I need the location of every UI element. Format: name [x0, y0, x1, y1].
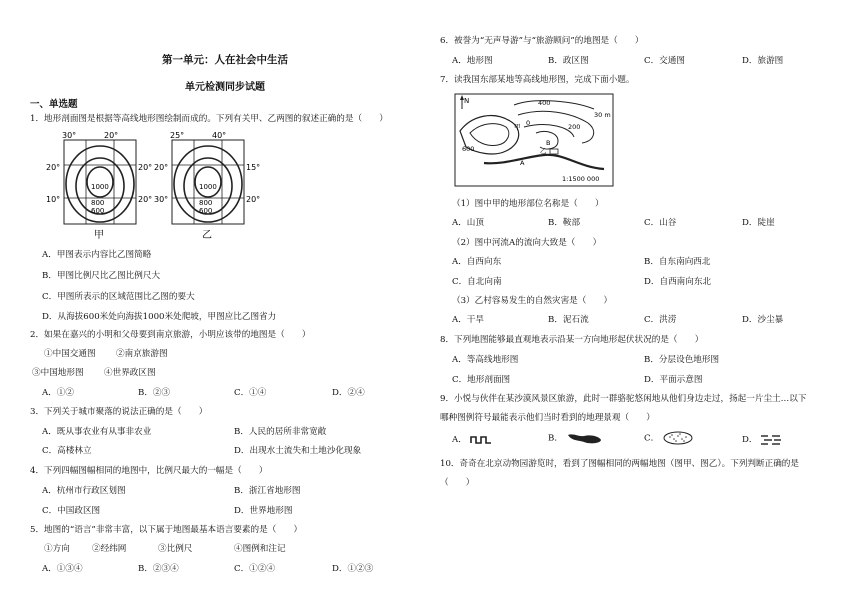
q4-option-b[interactable]: B．浙江省地形图	[234, 486, 301, 496]
q7-sub1-option-b[interactable]: B．鞍部	[548, 218, 581, 228]
yi-lat-top: 25°	[170, 131, 185, 140]
q7-sub3-stem: （3）乙村容易发生的自然灾害是（ ）	[452, 296, 613, 306]
jia-lat-top2: 20°	[104, 131, 119, 140]
q3-option-d[interactable]: D．出现水土流失和土地沙化现象	[234, 446, 362, 456]
jia-label: 甲	[94, 230, 104, 241]
question-6-stem: 6．被誉为“无声导游”与“旅游顾问”的地图是（ ）	[440, 36, 644, 46]
point-jia: 甲	[514, 123, 521, 131]
q1-option-b[interactable]: B．甲图比例尺比乙图比例尺大	[42, 271, 161, 281]
question-10-stem: 10．奇奇在北京动物园游览时，看到了图幅相同的两幅地图（图甲、图乙）。下列判断正确的是	[440, 459, 799, 469]
q5-option-c[interactable]: C．①②④	[234, 564, 275, 574]
contour-30-value: 30	[594, 111, 603, 119]
q9-option-a[interactable]	[452, 433, 492, 445]
q5-option-a[interactable]: A．①③④	[42, 564, 83, 574]
q2-item-3: ③中国地形图	[32, 368, 84, 378]
north-label: N	[464, 97, 470, 105]
q9-option-b[interactable]	[548, 431, 604, 445]
contour-30-label	[594, 111, 611, 119]
page-title: 第一单元：人在社会中生活	[162, 54, 288, 66]
q9-option-d[interactable]	[742, 433, 782, 446]
river-label-a: A	[520, 159, 525, 167]
q2-option-d[interactable]: D．②④	[332, 388, 365, 398]
jia-contour-1000: 1000	[91, 183, 109, 191]
section-heading: 一、单选题	[30, 99, 78, 110]
contour-unit: m	[604, 111, 611, 119]
question-9-stem-2: 哪种图例符号最能表示他们当时看到的地理景观（ ）	[440, 413, 655, 423]
q9-option-b-label: B．	[548, 433, 563, 444]
jia-contour-600: 600	[91, 207, 105, 215]
q7-sub2-option-d[interactable]: D．自西南向东北	[644, 277, 712, 287]
q1-contour-maps-figure	[44, 130, 274, 262]
point-yi: 乙	[540, 147, 547, 155]
q7-sub1-option-c[interactable]: C．山谷	[644, 218, 677, 228]
q5-option-b[interactable]: B．②③④	[138, 564, 179, 574]
q5-item-3: ③比例尺	[158, 544, 193, 554]
yi-lat-bottom: 30°	[154, 195, 169, 204]
q2-item-2: ②南京旅游图	[116, 349, 168, 359]
map-jia	[46, 131, 152, 241]
q7-sub3-option-b[interactable]: B．泥石流	[548, 315, 589, 325]
q8-option-c[interactable]: C．地形剖面图	[452, 375, 511, 385]
jia-lon-right: 20°	[138, 163, 153, 172]
q6-option-d[interactable]: D．旅游图	[742, 56, 784, 66]
q7-sub3-option-a[interactable]: A．干旱	[452, 315, 484, 325]
question-2-stem: 2．如果在嘉兴的小明和父母要到南京旅游，小明应该带的地图是（ ）	[30, 330, 311, 340]
map-scale: 1:1500 000	[562, 175, 600, 183]
q7-sub3-option-d[interactable]: D．沙尘暴	[742, 315, 784, 325]
lake-symbol-icon	[566, 431, 604, 445]
q1-option-c[interactable]: C．甲图所表示的区域范围比乙图的要大	[42, 292, 195, 302]
q6-option-c[interactable]: C．交通图	[644, 56, 685, 66]
contour-400: 400	[538, 99, 551, 107]
yi-lon-right: 15°	[246, 163, 261, 172]
q1-option-a[interactable]: A．甲图表示内容比乙图简略	[42, 250, 152, 260]
map-yi	[154, 131, 260, 241]
contour-600: 600	[462, 145, 475, 153]
yi-label: 乙	[202, 230, 212, 241]
yi-contour-1000: 1000	[199, 183, 217, 191]
q9-option-c[interactable]	[644, 431, 694, 445]
q8-option-d[interactable]: D．平面示意图	[644, 375, 703, 385]
q3-option-c[interactable]: C．高楼林立	[42, 446, 92, 456]
yi-lat-top2: 40°	[212, 131, 227, 140]
q2-item-4: ④世界政区图	[104, 368, 156, 378]
q5-item-4: ④图例和注记	[234, 544, 286, 554]
q3-option-b[interactable]: B．人民的居所非常宽敞	[234, 427, 327, 437]
q7-sub2-option-b[interactable]: B．自东南向西北	[644, 257, 711, 267]
question-10-stem-2: （ ）	[440, 478, 475, 488]
wave-symbol-icon	[470, 435, 492, 445]
page-subtitle: 单元检测同步试题	[185, 82, 265, 93]
q4-option-d[interactable]: D．世界地形图	[234, 506, 293, 516]
point-b: B	[546, 139, 551, 147]
question-7-stem: 7．读我国东部某地等高线地形图，完成下面小题。	[440, 75, 635, 85]
q7-contour-map-figure	[454, 93, 614, 187]
question-1-stem: 1．地形剖面图是根据等高线地形图绘制而成的。下列有关甲、乙两图的叙述正确的是（ ）	[30, 114, 388, 124]
question-4-stem: 4．下列四幅图幅相同的地图中，比例尺最大的一幅是（ ）	[30, 466, 268, 476]
q6-option-a[interactable]: A．地形图	[452, 56, 493, 66]
question-9-stem: 9．小悦与伙伴在某沙漠风景区旅游，此时一群骆驼悠闲地从他们身边走过，扬起一片尘土…以下	[440, 394, 807, 404]
question-3-stem: 3．下列关于城市聚落的说法正确的是（ ）	[30, 407, 208, 417]
jia-lat-bottom: 10°	[46, 195, 61, 204]
q5-option-d[interactable]: D．①②③	[332, 564, 374, 574]
q4-option-a[interactable]: A．杭州市行政区划图	[42, 486, 126, 496]
question-8-stem: 8．下列地图能够最直观地表示沿某一方向地形起伏状况的是（ ）	[440, 335, 704, 345]
q7-sub2-stem: （2）图中河流A的流向大致是（ ）	[452, 238, 602, 248]
jia-lon-bl: 20°	[138, 195, 153, 204]
q7-sub2-option-c[interactable]: C．自北向南	[452, 277, 502, 287]
q2-option-b[interactable]: B．②③	[138, 388, 171, 398]
q7-sub2-option-a[interactable]: A．自西向东	[452, 257, 502, 267]
jia-lon-left: 20°	[46, 163, 61, 172]
yi-contour-800: 800	[199, 199, 213, 207]
map-zero: 0	[526, 119, 531, 127]
q5-item-2: ②经纬网	[92, 544, 127, 554]
q1-option-d[interactable]: D．从海拔600米处向海拔1000米处爬坡，甲图应比乙图省力	[42, 312, 277, 322]
q7-sub1-option-d[interactable]: D．陡崖	[742, 218, 775, 228]
q8-option-b[interactable]: B．分层设色地形图	[644, 355, 720, 365]
q8-option-a[interactable]: A．等高线地形图	[452, 355, 519, 365]
yi-lon-bl: 20°	[246, 195, 261, 204]
q9-option-d-label: D．	[742, 435, 758, 445]
desert-symbol-icon	[662, 431, 694, 445]
yi-contour-600: 600	[199, 207, 213, 215]
q7-sub1-stem: （1）图中甲的地形部位名称是（ ）	[452, 199, 604, 209]
question-5-stem: 5．地图的“语言”非常丰富，以下属于地图最基本语言要素的是（ ）	[30, 525, 303, 535]
q2-option-a[interactable]: A．①②	[42, 388, 74, 398]
q5-item-1: ①方向	[44, 544, 70, 554]
q9-option-a-label: A．	[452, 435, 467, 445]
marsh-symbol-icon	[760, 434, 782, 446]
q7-sub1-option-a[interactable]: A．山顶	[452, 218, 484, 228]
yi-lon-left: 20°	[154, 163, 169, 172]
q3-option-a[interactable]: A．既从事农业有从事非农业	[42, 427, 152, 437]
jia-contour-800: 800	[91, 199, 105, 207]
jia-lat-top: 30°	[62, 131, 77, 140]
contour-200: 200	[568, 123, 581, 131]
q9-option-c-label: C．	[644, 433, 660, 444]
q4-option-c[interactable]: C．中国政区图	[42, 506, 101, 516]
q7-sub3-option-c[interactable]: C．洪涝	[644, 315, 677, 325]
q2-item-1: ①中国交通图	[44, 349, 96, 359]
q2-option-c[interactable]: C．①④	[234, 388, 267, 398]
q6-option-b[interactable]: B．政区图	[548, 56, 589, 66]
